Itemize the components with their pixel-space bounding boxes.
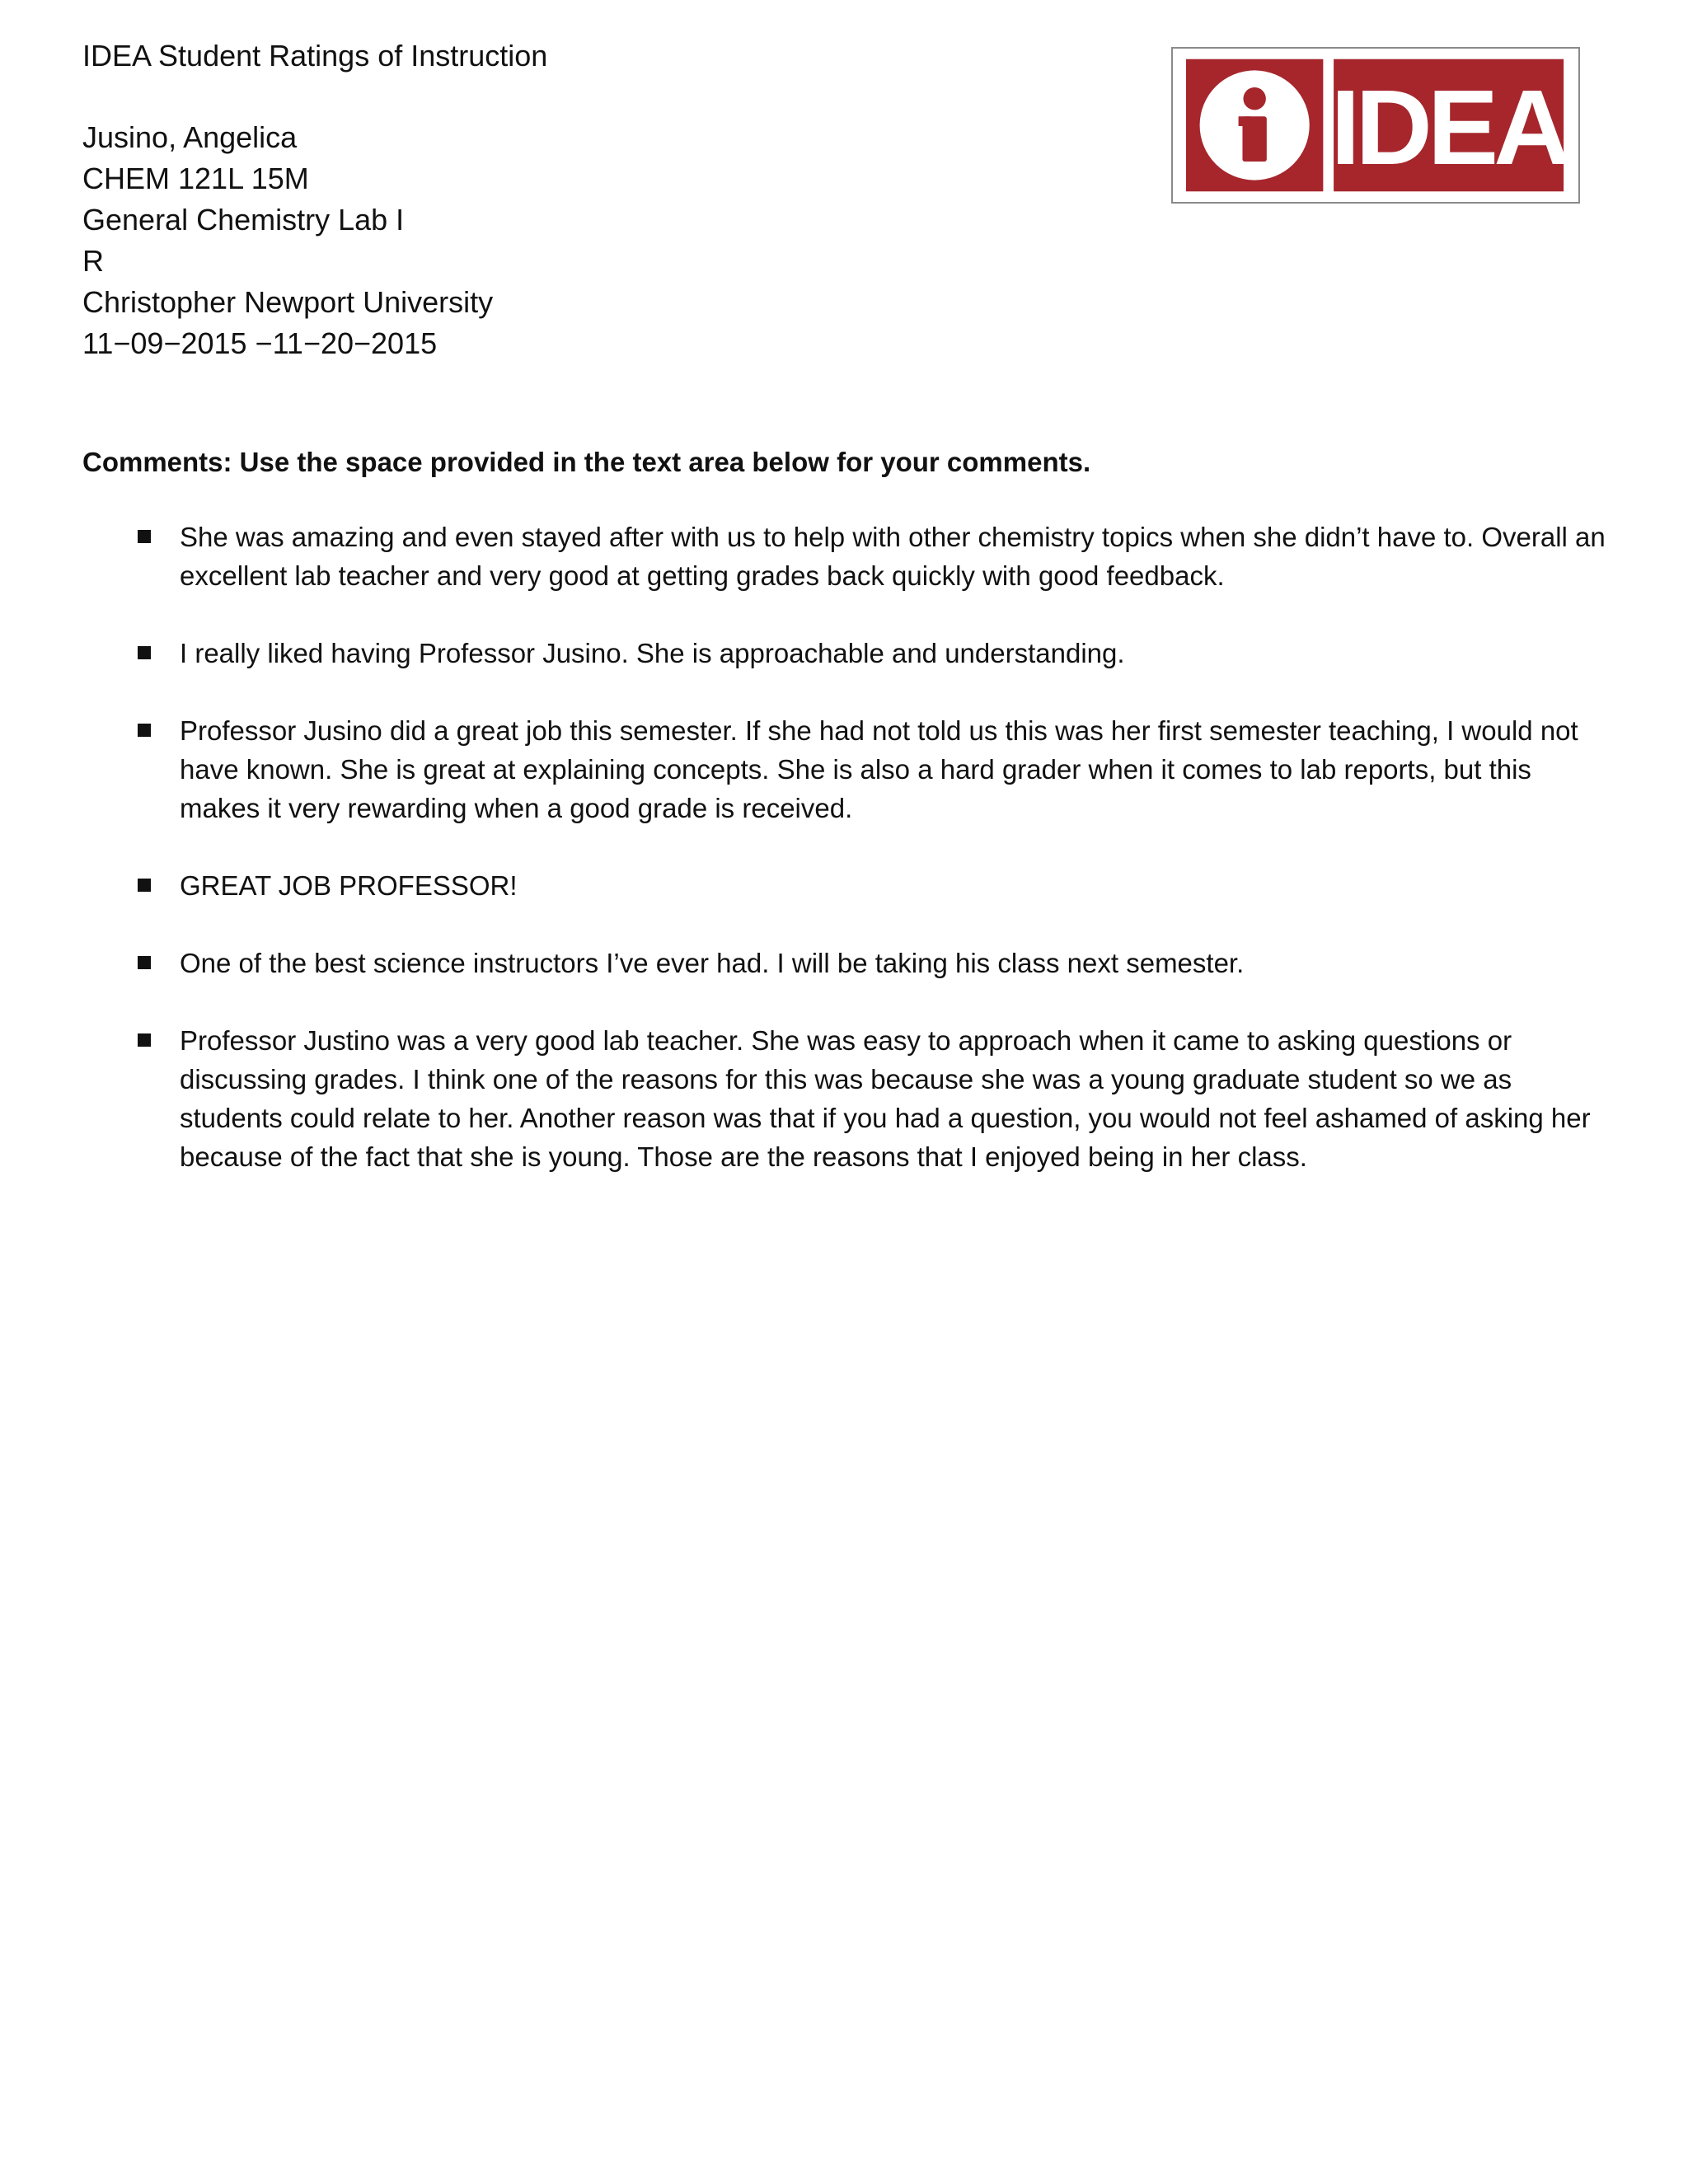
comment-item bbox=[82, 711, 1615, 827]
comments-heading: Comments: Use the space provided in the text area below for your comments. bbox=[82, 447, 1091, 477]
course-code: CHEM 121L 15M bbox=[82, 162, 309, 195]
square-bullet-icon bbox=[138, 724, 151, 737]
report-header bbox=[82, 36, 1071, 364]
comment-item bbox=[82, 634, 1615, 673]
idea-logo-icon bbox=[1173, 49, 1578, 202]
idea-logo bbox=[1171, 47, 1580, 204]
square-bullet-icon bbox=[138, 879, 151, 892]
idea-logo-wordmark: IDEA bbox=[1330, 68, 1566, 187]
date-range: 11−09−2015 −11−20−2015 bbox=[82, 326, 438, 360]
square-bullet-icon bbox=[138, 956, 151, 969]
comment-text: I really liked having Professor Jusino. She is approachable and understanding. bbox=[180, 638, 1125, 668]
comment-text: One of the best science instructors I’ve ever had. I will be taking his class next semester. bbox=[180, 948, 1245, 978]
course-name: General Chemistry Lab I bbox=[82, 203, 405, 237]
institution-name: Christopher Newport University bbox=[82, 285, 494, 319]
report-title: IDEA Student Ratings of Instruction bbox=[82, 39, 548, 73]
square-bullet-icon bbox=[138, 1033, 151, 1047]
comment-item bbox=[82, 944, 1615, 982]
comment-text: GREAT JOB PROFESSOR! bbox=[180, 870, 518, 901]
comment-text: Professor Justino was a very good lab teacher. She was easy to approach when it came to asking questions or discussing grades. I think one of the reasons for this was because she was a young graduate student so we as students could relate to her. Another reason was that if you had a question, you would not feel ashamed of asking her because of the fact that she is young. Those are the reasons that I enjoyed being in her class. bbox=[180, 1025, 1591, 1172]
section-type: R bbox=[82, 244, 104, 278]
square-bullet-icon bbox=[138, 530, 151, 543]
square-bullet-icon bbox=[138, 646, 151, 659]
comment-item bbox=[82, 1021, 1615, 1176]
instructor-name: Jusino, Angelica bbox=[82, 120, 298, 154]
comment-text: She was amazing and even stayed after with us to help with other chemistry topics when she didn’t have to. Overall an excellent lab teacher and very good at getting grades back quickly with good feedback. bbox=[180, 522, 1606, 591]
comment-item bbox=[82, 866, 1615, 905]
comment-text: Professor Jusino did a great job this semester. If she had not told us this was her first semester teaching, I would not have known. She is great at explaining concepts. She is also a hard grader when it comes to lab reports, but this makes it very rewarding when a good grade is received. bbox=[180, 715, 1578, 823]
comment-item bbox=[82, 518, 1615, 595]
comment-list bbox=[82, 518, 1615, 1215]
